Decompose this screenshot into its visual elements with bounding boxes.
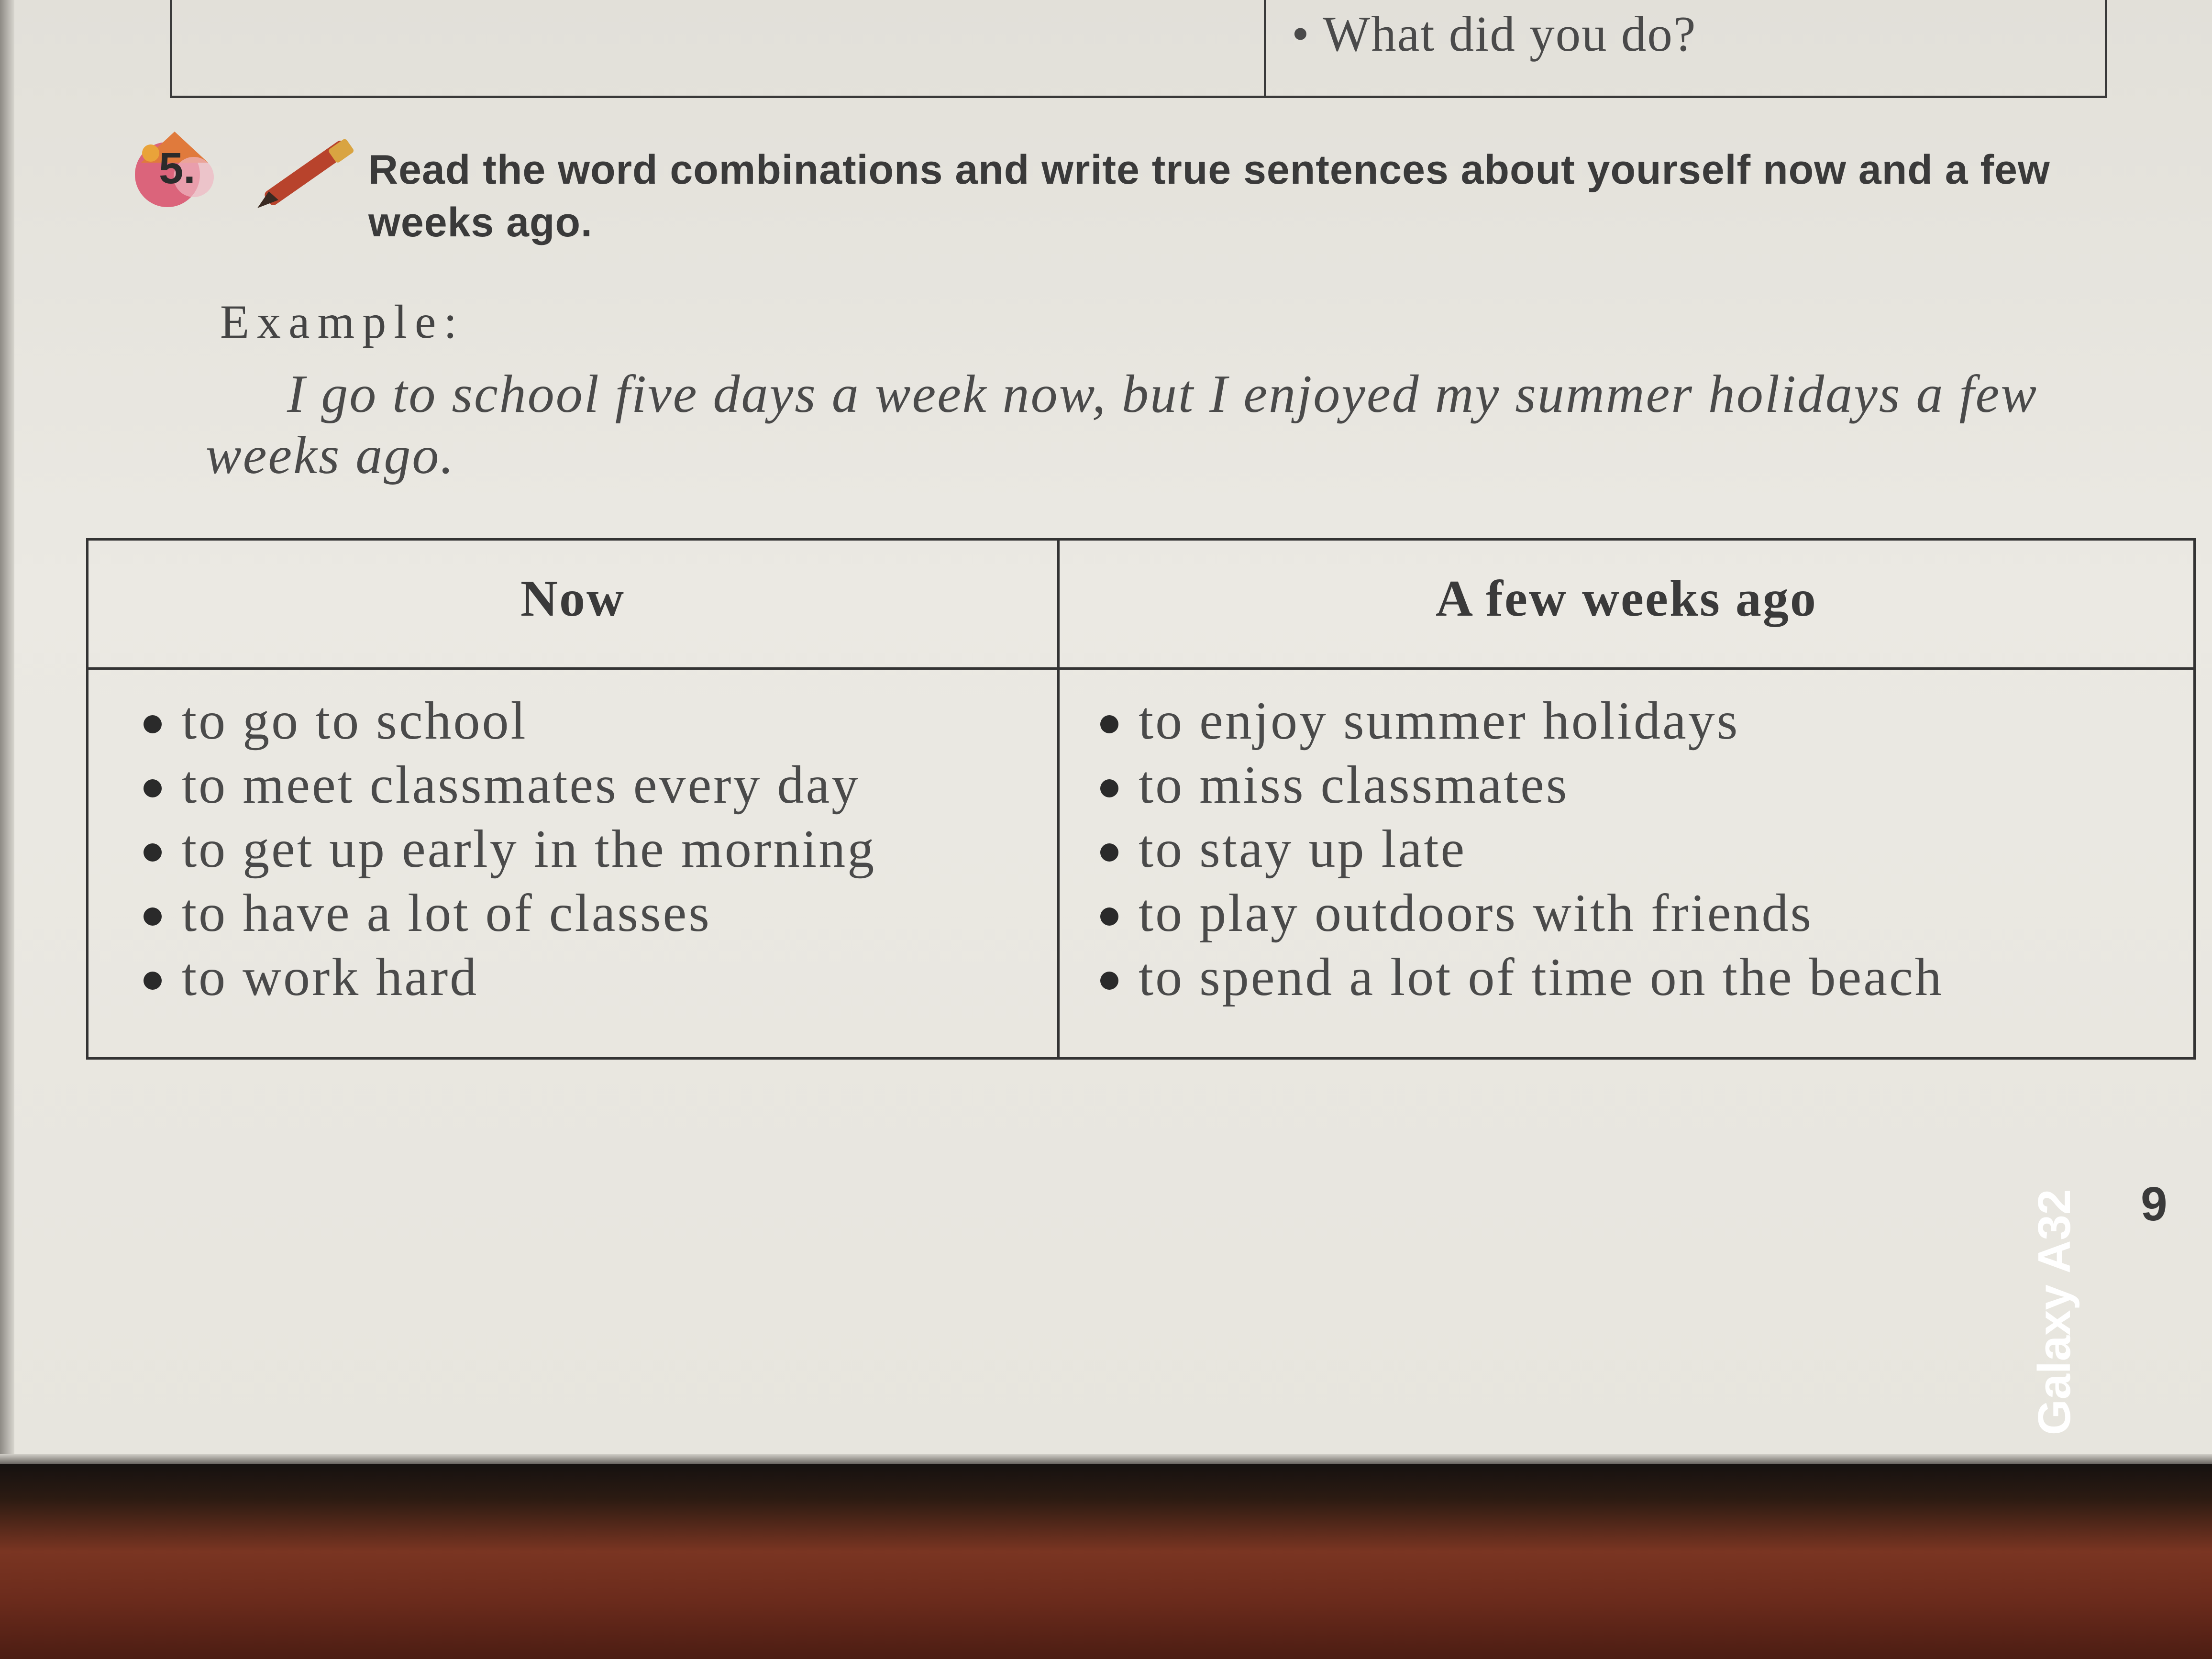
column-header-a-few-weeks-ago: A few weeks ago <box>1436 570 1817 627</box>
list-item: to enjoy summer holidays <box>1088 689 1944 753</box>
exercise-instruction: Read the word combinations and write true sentences about yourself now and a few weeks ago. <box>368 147 2050 245</box>
previous-table-bullet: • What did you do? <box>1292 6 1697 62</box>
list-item: to meet classmates every day <box>132 753 876 817</box>
now-list <box>132 689 876 1009</box>
list-item: to spend a lot of time on the beach <box>1088 945 1944 1009</box>
list-item: to stay up late <box>1088 817 1944 881</box>
desk-surface <box>0 1464 2212 1659</box>
list-item: to have a lot of classes <box>132 881 876 945</box>
camera-watermark: Galaxy A32 <box>2029 1189 2080 1435</box>
page-number: 9 <box>2141 1177 2168 1231</box>
word-combinations-table <box>86 538 2196 1060</box>
pen-icon <box>249 124 364 215</box>
example-label: Example: <box>220 295 465 348</box>
list-item: to miss classmates <box>1088 753 1944 817</box>
previous-table-bullet-text: What did you do? <box>1323 6 1697 62</box>
ago-list <box>1088 689 1944 1009</box>
example-text: I go to school five days a week now, but I enjoyed my summer holidays a few weeks ago. <box>206 365 2038 485</box>
list-item: to get up early in the morning <box>132 817 876 881</box>
list-item: to go to school <box>132 689 876 753</box>
page-edge <box>0 0 14 1464</box>
list-item: to work hard <box>132 945 876 1009</box>
previous-table-fragment <box>170 0 2107 98</box>
column-header-now: Now <box>520 570 625 627</box>
list-item: to play outdoors with friends <box>1088 881 1944 945</box>
exercise-number: 5. <box>159 144 196 193</box>
table-header-rule <box>88 667 2193 670</box>
table-divider <box>1264 0 1266 98</box>
